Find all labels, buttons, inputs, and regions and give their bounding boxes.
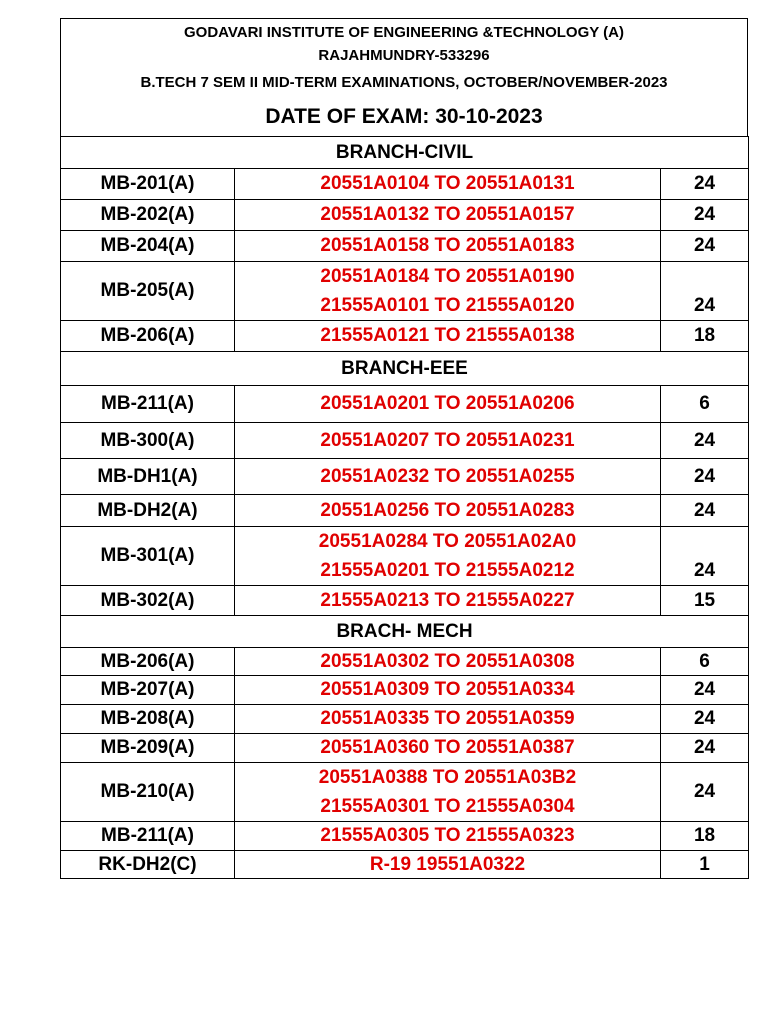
student-count-cell: 24 [661,423,749,459]
sheet-header [60,18,748,136]
roll-range-cell [235,676,661,705]
roll-range: 20551A0335 TO 20551A0359 [320,708,575,729]
student-count-cell: 18 [661,321,749,352]
exam-title: B.TECH 7 SEM II MID-TERM EXAMINATIONS, OCTOBER/NOVEMBER-2023 [140,74,668,91]
student-count-cell: 24 [661,676,749,705]
roll-range: 20551A0302 TO 20551A0308 [320,650,575,672]
table-row [61,705,749,734]
room-cell: MB-208(A) [61,705,235,734]
roll-range-cell [235,648,661,676]
roll-range: 20551A0104 TO 20551A0131 [320,173,575,194]
roll-range-cell [235,262,661,321]
roll-range-cell [235,705,661,734]
branch-name: BRANCH-CIVIL [61,137,749,169]
roll-range: 20551A0201 TO 20551A0206 [320,393,575,414]
room-cell: MB-202(A) [61,200,235,231]
roll-range: 20551A0256 TO 20551A0283 [320,499,575,521]
table-row [61,423,749,459]
room-cell: MB-207(A) [61,676,235,705]
roll-range-cell [235,459,661,495]
roll-range: 20551A0309 TO 20551A0334 [320,679,575,700]
table-row [61,200,749,231]
institute-city: RAJAHMUNDRY-533296 [318,47,490,64]
roll-range-cell [235,231,661,262]
table-row [61,586,749,616]
roll-range: 21555A0101 TO 21555A0120 [320,295,575,316]
room-cell: MB-210(A) [61,763,235,822]
roll-range: 20551A0207 TO 20551A0231 [320,429,575,451]
roll-range: 20551A0158 TO 20551A0183 [320,235,575,256]
student-count-cell: 1 [661,851,749,879]
table-row [61,231,749,262]
room-cell: MB-211(A) [61,386,235,423]
student-count-cell: 24 [661,527,749,586]
room-cell: MB-302(A) [61,586,235,616]
table-row [61,386,749,423]
room-cell: MB-300(A) [61,423,235,459]
room-cell: MB-301(A) [61,527,235,586]
student-count-cell: 6 [661,386,749,423]
branch-header-row [61,352,749,386]
branch-header-row [61,616,749,648]
table-row [61,262,749,321]
student-count-cell: 24 [661,262,749,321]
roll-range: 20551A0184 TO 20551A0190 [320,266,575,287]
seating-sheet [60,18,748,879]
roll-range: 21555A0305 TO 21555A0323 [320,825,575,846]
roll-range-cell [235,586,661,616]
table-row [61,321,749,352]
table-row [61,495,749,527]
table-row [61,648,749,676]
table-row [61,169,749,200]
roll-range: 20551A0360 TO 20551A0387 [320,737,575,758]
exam-date: DATE OF EXAM: 30-10-2023 [265,105,543,128]
roll-range-cell [235,527,661,586]
student-count-cell: 24 [661,495,749,527]
student-count-cell: 24 [661,200,749,231]
roll-range: 20551A0388 TO 20551A03B2 [318,767,577,788]
room-cell: MB-201(A) [61,169,235,200]
roll-range-cell [235,495,661,527]
table-row [61,527,749,586]
table-row [61,851,749,879]
table-row [61,676,749,705]
table-row [61,459,749,495]
roll-range: 20551A0232 TO 20551A0255 [320,465,575,487]
roll-range-cell [235,822,661,851]
room-cell: MB-205(A) [61,262,235,321]
seating-table [60,136,749,879]
room-cell: MB-206(A) [61,648,235,676]
table-row [61,822,749,851]
roll-range: 21555A0213 TO 21555A0227 [320,589,575,611]
roll-range-cell [235,763,661,822]
room-cell: MB-DH2(A) [61,495,235,527]
student-count-cell: 24 [661,231,749,262]
roll-range: 21555A0301 TO 21555A0304 [320,796,575,817]
room-cell: MB-204(A) [61,231,235,262]
student-count-cell: 24 [661,169,749,200]
roll-range: 20551A0132 TO 20551A0157 [320,204,575,225]
table-row [61,763,749,822]
table-row [61,734,749,763]
student-count-cell: 6 [661,648,749,676]
branch-header-row [61,137,749,169]
student-count-cell: 24 [661,459,749,495]
branch-name: BRANCH-EEE [61,352,749,386]
room-cell: MB-211(A) [61,822,235,851]
branch-name: BRACH- MECH [61,616,749,648]
room-cell: MB-206(A) [61,321,235,352]
institute-name: GODAVARI INSTITUTE OF ENGINEERING &TECHNOLOGY (A) [183,24,624,41]
roll-range-cell [235,169,661,200]
roll-range: R-19 19551A0322 [369,853,526,875]
student-count-cell: 15 [661,586,749,616]
room-cell: RK-DH2(C) [61,851,235,879]
roll-range-cell [235,386,661,423]
roll-range-cell [235,851,661,879]
student-count-cell: 18 [661,822,749,851]
room-cell: MB-209(A) [61,734,235,763]
roll-range-cell [235,200,661,231]
roll-range-cell [235,321,661,352]
student-count-cell: 24 [661,705,749,734]
roll-range-cell [235,734,661,763]
room-cell: MB-DH1(A) [61,459,235,495]
roll-range: 21555A0121 TO 21555A0138 [320,325,575,346]
student-count-cell: 24 [661,763,749,822]
roll-range: 20551A0284 TO 20551A02A0 [318,531,577,552]
roll-range: 21555A0201 TO 21555A0212 [320,560,575,581]
student-count-cell: 24 [661,734,749,763]
roll-range-cell [235,423,661,459]
